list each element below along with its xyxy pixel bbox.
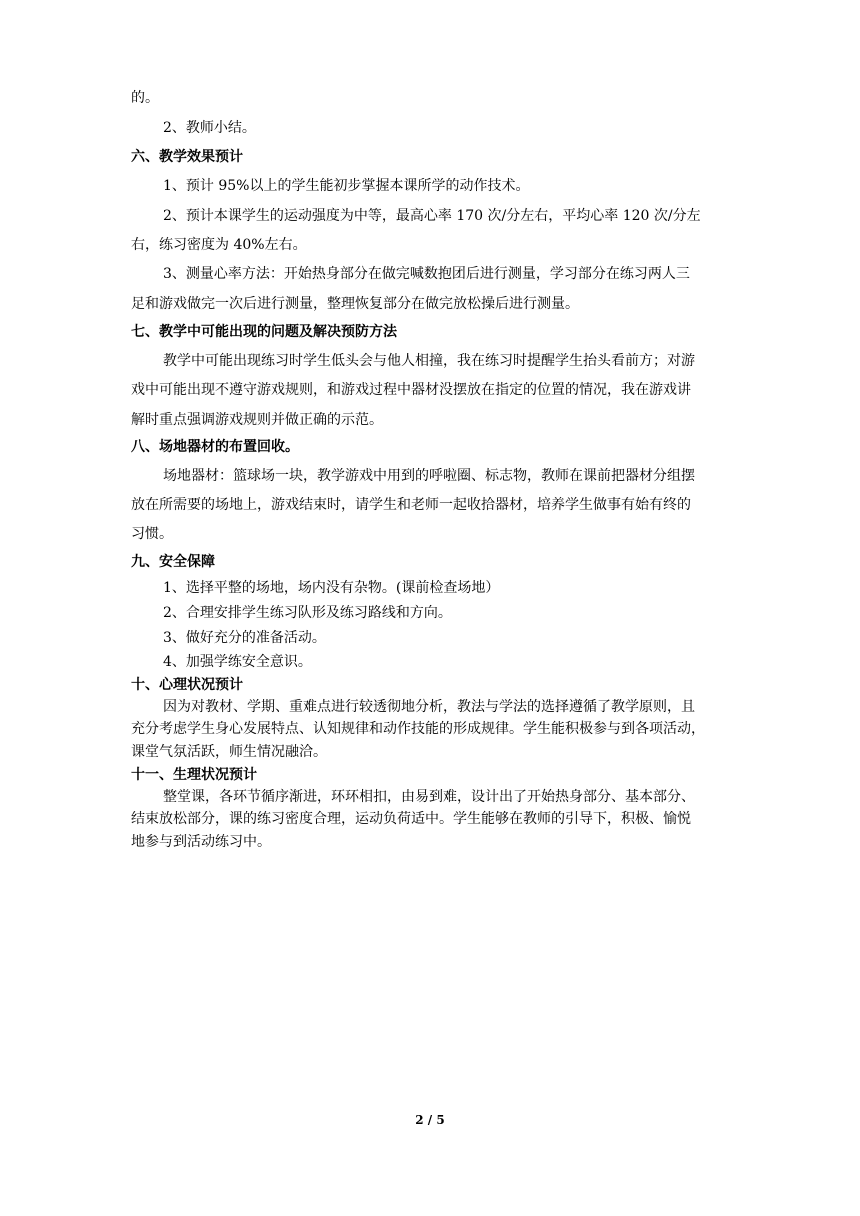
section-heading-9: 九、安全保障	[131, 554, 215, 570]
body-text-line: 习惯。	[131, 526, 173, 542]
body-text-line: 课堂气氛活跃，师生情况融洽。	[131, 744, 327, 760]
body-text-line: 3、做好充分的准备活动。	[163, 630, 326, 646]
body-text-line: 右，练习密度为 40%左右。	[131, 237, 307, 253]
section-heading-8: 八、场地器材的布置回收。	[131, 439, 299, 455]
body-text-line: 的。	[131, 90, 159, 106]
section-heading-10: 十、心理状况预计	[131, 677, 243, 693]
body-text-line: 教学中可能出现练习时学生低头会与他人相撞，我在练习时提醒学生抬头看前方；对游	[163, 353, 695, 369]
body-text-line: 场地器材：篮球场一块，教学游戏中用到的呼啦圈、标志物，教师在课前把器材分组摆	[163, 468, 695, 484]
body-text-line: 整堂课，各环节循序渐进，环环相扣，由易到难，设计出了开始热身部分、基本部分、	[163, 789, 695, 805]
body-text-line: 地参与到活动练习中。	[131, 834, 271, 850]
body-text-line: 充分考虑学生身心发展特点、认知规律和动作技能的形成规律。学生能积极参与到各项活动，	[131, 721, 705, 737]
body-text-line: 解时重点强调游戏规则并做正确的示范。	[131, 412, 383, 428]
section-heading-7: 七、教学中可能出现的问题及解决预防方法	[131, 324, 397, 340]
body-text-line: 2、合理安排学生练习队形及练习路线和方向。	[163, 605, 452, 621]
body-text-line: 1、选择平整的场地，场内没有杂物。(课前检查场地）	[163, 580, 500, 596]
body-text-line: 1、预计 95%以上的学生能初步掌握本课所学的动作技术。	[163, 178, 530, 194]
body-text-line: 结束放松部分，课的练习密度合理，运动负荷适中。学生能够在教师的引导下，积极、愉悦	[131, 811, 691, 827]
body-text-line: 因为对教材、学期、重难点进行较透彻地分析，教法与学法的选择遵循了教学原则，且	[163, 699, 695, 715]
body-text-line: 2、预计本课学生的运动强度为中等，最高心率 170 次/分左右，平均心率 120 次/分左	[163, 208, 701, 224]
body-text-line: 4、加强学练安全意识。	[163, 654, 312, 670]
body-text-line: 足和游戏做完一次后进行测量，整理恢复部分在做完放松操后进行测量。	[131, 296, 579, 312]
body-text-line: 2、教师小结。	[163, 120, 256, 136]
section-heading-6: 六、教学效果预计	[131, 149, 243, 165]
body-text-line: 戏中可能出现不遵守游戏规则，和游戏过程中器材没摆放在指定的位置的情况，我在游戏讲	[131, 382, 691, 398]
body-text-line: 放在所需要的场地上，游戏结束时，请学生和老师一起收拾器材，培养学生做事有始有终的	[131, 497, 691, 513]
page-number: 2 / 5	[415, 1113, 445, 1127]
body-text-line: 3、测量心率方法：开始热身部分在做完喊数抱团后进行测量，学习部分在练习两人三	[163, 266, 690, 282]
section-heading-11: 十一、生理状况预计	[131, 767, 257, 783]
